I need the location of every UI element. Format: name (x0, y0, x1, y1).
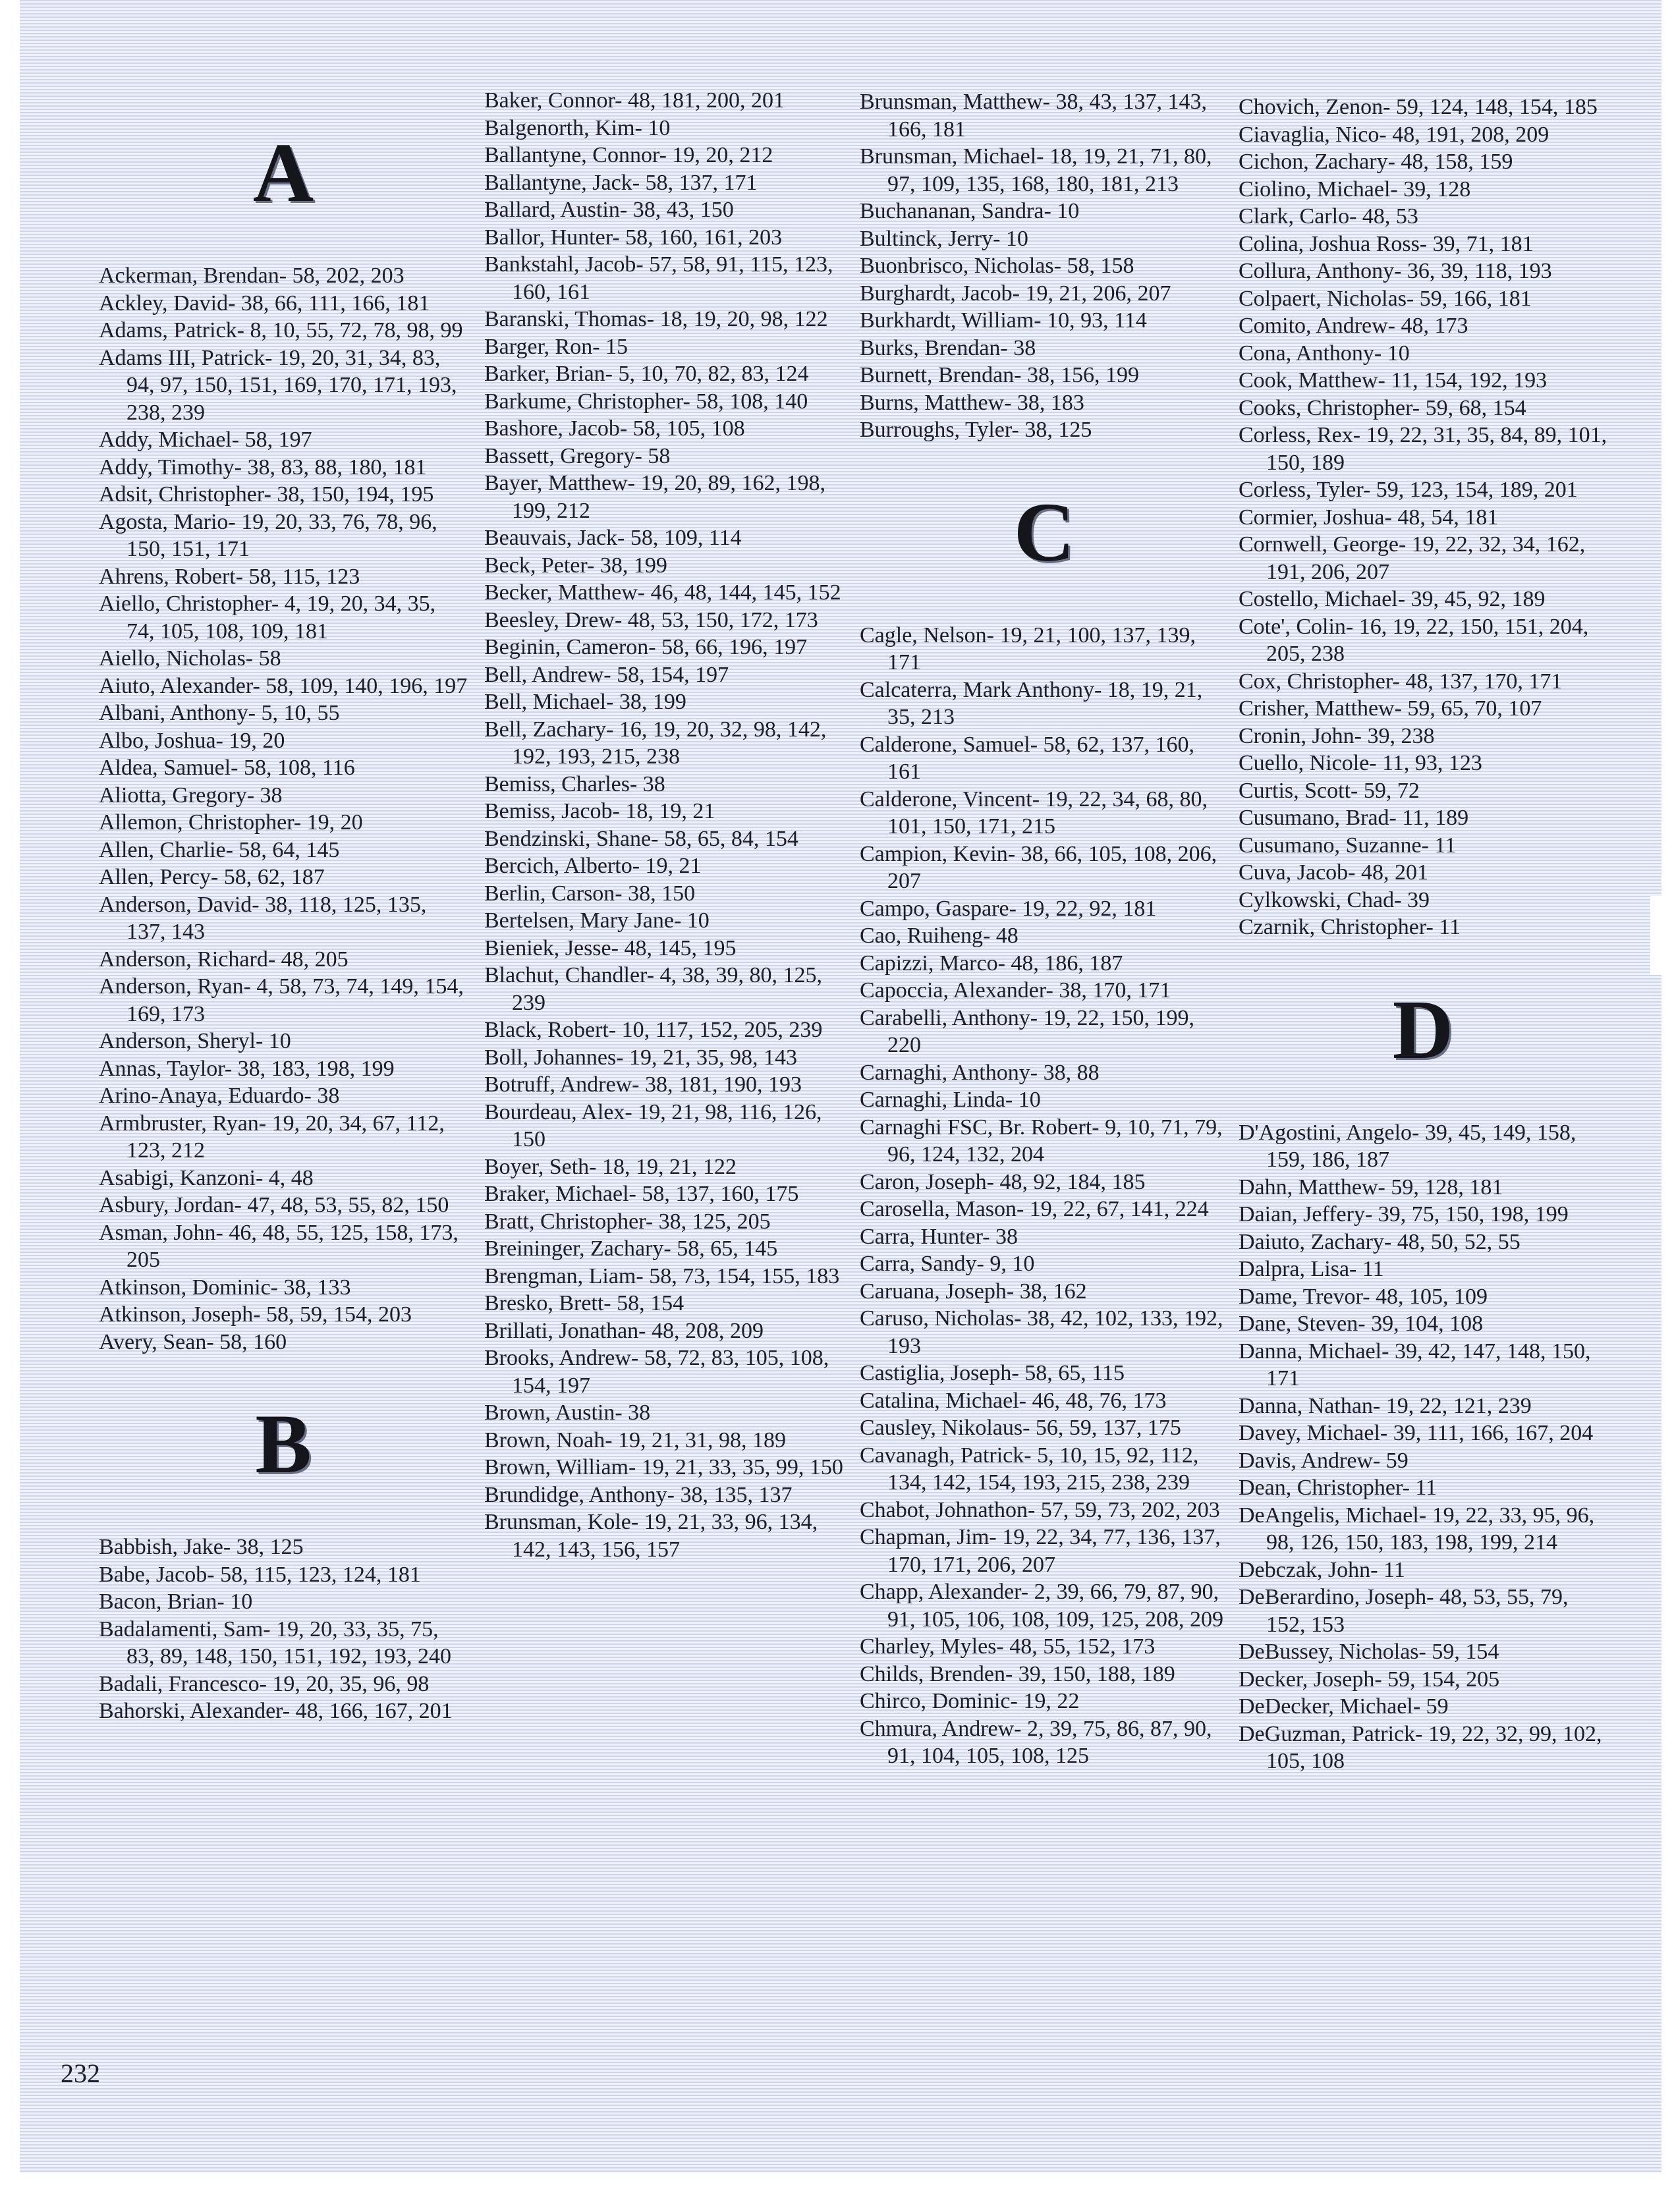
index-entry: Babe, Jacob- 58, 115, 123, 124, 181 (99, 1562, 421, 1587)
index-entry: DeDecker, Michael- 59 (1239, 1694, 1449, 1719)
index-entry: Buchananan, Sandra- 10 (860, 199, 1080, 223)
index-entry: Badali, Francesco- 19, 20, 35, 96, 98 (99, 1671, 430, 1696)
index-entry: Capizzi, Marco- 48, 186, 187 (860, 951, 1123, 976)
index-entry: Asabigi, Kanzoni- 4, 48 (99, 1165, 314, 1190)
index-entry: Aiello, Nicholas- 58 (99, 646, 281, 671)
index-entry: Cichon, Zachary- 48, 158, 159 (1239, 150, 1513, 174)
index-entry: Chabot, Johnathon- 57, 59, 73, 202, 203 (860, 1497, 1220, 1522)
index-entry: Aiello, Christopher- 4, 19, 20, 34, 35, 74, 105, 108, 109, 181 (99, 592, 436, 644)
index-entry: Cronin, John- 39, 238 (1239, 723, 1435, 748)
index-entry: Cox, Christopher- 48, 137, 170, 171 (1239, 669, 1563, 694)
index-entry: Braker, Michael- 58, 137, 160, 175 (484, 1182, 799, 1206)
index-entry: Allen, Percy- 58, 62, 187 (99, 865, 325, 889)
index-entry: Carosella, Mason- 19, 22, 67, 141, 224 (860, 1197, 1209, 1221)
index-entry: Armbruster, Ryan- 19, 20, 34, 67, 112, 123, 212 (99, 1111, 445, 1163)
index-entry: Ciavaglia, Nico- 48, 191, 208, 209 (1239, 122, 1549, 147)
index-entry: Dahn, Matthew- 59, 128, 181 (1239, 1175, 1503, 1200)
index-entry: Carabelli, Anthony- 19, 22, 150, 199, 220 (860, 1005, 1195, 1057)
index-entry: Bemiss, Charles- 38 (484, 771, 665, 796)
index-entry: Cooks, Christopher- 59, 68, 154 (1239, 395, 1526, 420)
index-entry: Agosta, Mario- 19, 20, 33, 76, 78, 96, 150, 151, 171 (99, 509, 437, 561)
index-entry: Adsit, Christopher- 38, 150, 194, 195 (99, 482, 434, 507)
index-entry: Ballard, Austin- 38, 43, 150 (484, 198, 734, 222)
index-entry: Collura, Anthony- 36, 39, 118, 193 (1239, 259, 1552, 283)
index-entry: Cusumano, Brad- 11, 189 (1239, 806, 1469, 830)
index-entry: Anderson, Richard- 48, 205 (99, 947, 349, 972)
section-letter-c: C (1013, 485, 1075, 579)
index-entry: Bacon, Brian- 10 (99, 1590, 253, 1614)
index-entry: Chapp, Alexander- 2, 39, 66, 79, 87, 90, 91, 105, 106, 108, 109, 125, 208, 209 (860, 1580, 1223, 1632)
index-entry: Aliotta, Gregory- 38 (99, 783, 283, 808)
index-entry: Ballor, Hunter- 58, 160, 161, 203 (484, 225, 783, 250)
index-entry: Bassett, Gregory- 58 (484, 443, 671, 468)
index-entry: Becker, Matthew- 46, 48, 144, 145, 152 (484, 580, 841, 605)
index-entry: Chmura, Andrew- 2, 39, 75, 86, 87, 90, 91, 104, 105, 108, 125 (860, 1716, 1212, 1768)
index-entry: Anderson, David- 38, 118, 125, 135, 137, 143 (99, 892, 427, 944)
index-entry: Bayer, Matthew- 19, 20, 89, 162, 198, 199, 212 (484, 471, 826, 523)
index-entry: Cusumano, Suzanne- 11 (1239, 833, 1457, 858)
index-entry: Debczak, John- 11 (1239, 1557, 1405, 1582)
index-entry: Asbury, Jordan- 47, 48, 53, 55, 82, 150 (99, 1193, 449, 1217)
index-entry: Chapman, Jim- 19, 22, 34, 77, 136, 137, 170, 171, 206, 207 (860, 1525, 1221, 1577)
index-entry: Boyer, Seth- 18, 19, 21, 122 (484, 1154, 737, 1179)
index-entry: Avery, Sean- 58, 160 (99, 1329, 287, 1354)
index-entry: Carnaghi, Anthony- 38, 88 (860, 1060, 1100, 1085)
index-entry: Comito, Andrew- 48, 173 (1239, 314, 1468, 338)
index-entry: Caruso, Nicholas- 38, 42, 102, 133, 192, 193 (860, 1306, 1223, 1358)
index-entry: Brunsman, Michael- 18, 19, 21, 71, 80, 97, 109, 135, 168, 180, 181, 213 (860, 144, 1212, 196)
index-entry: Addy, Michael- 58, 197 (99, 428, 312, 452)
section-letter-b: B (255, 1397, 312, 1491)
index-entry: Corless, Tyler- 59, 123, 154, 189, 201 (1239, 478, 1578, 502)
index-entry: Dean, Christopher- 11 (1239, 1476, 1437, 1500)
index-entry: Cylkowski, Chad- 39 (1239, 887, 1430, 912)
index-entry: Burks, Brendan- 38 (860, 335, 1036, 360)
index-entry: Calcaterra, Mark Anthony- 18, 19, 21, 35, 213 (860, 677, 1203, 729)
index-entry: Caruana, Joseph- 38, 162 (860, 1279, 1087, 1304)
index-entry: Bieniek, Jesse- 48, 145, 195 (484, 935, 737, 960)
index-entry: Allen, Charlie- 58, 64, 145 (99, 837, 340, 862)
index-entry: Capoccia, Alexander- 38, 170, 171 (860, 978, 1171, 1003)
index-entry: Burghardt, Jacob- 19, 21, 206, 207 (860, 281, 1171, 306)
index-entry: DeAngelis, Michael- 19, 22, 33, 95, 96, 98, 126, 150, 183, 198, 199, 214 (1239, 1503, 1595, 1555)
index-entry: Davis, Andrew- 59 (1239, 1448, 1409, 1473)
index-entry: Aldea, Samuel- 58, 108, 116 (99, 756, 355, 780)
index-entry: Carra, Sandy- 9, 10 (860, 1252, 1035, 1276)
page-number: 232 (61, 2059, 100, 2088)
index-entry: Charley, Myles- 48, 55, 152, 173 (860, 1634, 1156, 1659)
index-entry: Carnaghi, Linda- 10 (860, 1088, 1041, 1112)
index-entry: Cuello, Nicole- 11, 93, 123 (1239, 751, 1482, 775)
index-entry: Beginin, Cameron- 58, 66, 196, 197 (484, 635, 808, 659)
index-entry: Costello, Michael- 39, 45, 92, 189 (1239, 587, 1546, 611)
index-entry: Arino-Anaya, Eduardo- 38 (99, 1084, 340, 1108)
index-entry: Bertelsen, Mary Jane- 10 (484, 908, 710, 933)
index-entry: Ciolino, Michael- 39, 128 (1239, 177, 1471, 202)
index-entry: Atkinson, Dominic- 38, 133 (99, 1275, 351, 1300)
index-entry: Causley, Nikolaus- 56, 59, 137, 175 (860, 1416, 1181, 1440)
index-entry: Cuva, Jacob- 48, 201 (1239, 860, 1429, 885)
index-entry: Childs, Brenden- 39, 150, 188, 189 (860, 1661, 1175, 1686)
index-entry: Dame, Trevor- 48, 105, 109 (1239, 1284, 1488, 1309)
index-entry: Cormier, Joshua- 48, 54, 181 (1239, 505, 1499, 530)
index-entry: Barger, Ron- 15 (484, 334, 628, 359)
index-entry: Albo, Joshua- 19, 20 (99, 728, 285, 753)
index-entry: Cote', Colin- 16, 19, 22, 150, 151, 204, 205, 238 (1239, 614, 1589, 666)
index-entry: Bemiss, Jacob- 18, 19, 21 (484, 799, 715, 823)
index-entry: Anderson, Ryan- 4, 58, 73, 74, 149, 154, 169, 173 (99, 974, 464, 1026)
index-entry: Cook, Matthew- 11, 154, 192, 193 (1239, 368, 1548, 393)
index-entry: Bratt, Christopher- 38, 125, 205 (484, 1209, 771, 1234)
index-entry: Bresko, Brett- 58, 154 (484, 1291, 684, 1315)
index-entry: Cavanagh, Patrick- 5, 10, 15, 92, 112, 134, 142, 154, 193, 215, 238, 239 (860, 1443, 1199, 1495)
index-entry: Brown, Austin- 38 (484, 1400, 651, 1425)
index-entry: Albani, Anthony- 5, 10, 55 (99, 701, 340, 725)
index-entry: Colina, Joshua Ross- 39, 71, 181 (1239, 231, 1534, 256)
index-entry: Asman, John- 46, 48, 55, 125, 158, 173, 205 (99, 1220, 459, 1272)
index-entry: Decker, Joseph- 59, 154, 205 (1239, 1667, 1500, 1692)
bottom-margin (0, 2172, 1674, 2212)
index-entry: Dalpra, Lisa- 11 (1239, 1257, 1384, 1281)
index-entry: Berlin, Carson- 38, 150 (484, 881, 696, 906)
index-entry: Brengman, Liam- 58, 73, 154, 155, 183 (484, 1263, 840, 1288)
index-entry: Calderone, Vincent- 19, 22, 34, 68, 80, 101, 150, 171, 215 (860, 787, 1208, 839)
index-entry: Catalina, Michael- 46, 48, 76, 173 (860, 1388, 1167, 1413)
index-entry: Addy, Timothy- 38, 83, 88, 180, 181 (99, 455, 427, 480)
index-entry: Danna, Michael- 39, 42, 147, 148, 150, 171 (1239, 1339, 1591, 1391)
index-entry: Beck, Peter- 38, 199 (484, 553, 667, 578)
index-entry: D'Agostini, Angelo- 39, 45, 149, 158, 159, 186, 187 (1239, 1120, 1576, 1172)
index-column-2 (484, 87, 853, 1563)
index-entry: Bell, Zachary- 16, 19, 20, 32, 98, 142, 192, 193, 215, 238 (484, 717, 827, 769)
index-entry: Badalamenti, Sam- 19, 20, 33, 35, 75, 83, 89, 148, 150, 151, 192, 193, 240 (99, 1617, 451, 1669)
index-entry: Czarnik, Christopher- 11 (1239, 915, 1461, 939)
index-column-3 (860, 88, 1229, 1770)
index-entry: Caron, Joseph- 48, 92, 184, 185 (860, 1169, 1146, 1194)
index-entry: Cao, Ruiheng- 48 (860, 924, 1018, 948)
index-entry: Babbish, Jake- 38, 125 (99, 1535, 304, 1559)
index-entry: Black, Robert- 10, 117, 152, 205, 239 (484, 1018, 823, 1042)
index-entry: Adams III, Patrick- 19, 20, 31, 34, 83, 94, 97, 150, 151, 169, 170, 171, 193, 238, 239 (99, 345, 457, 425)
index-entry: Breininger, Zachary- 58, 65, 145 (484, 1236, 778, 1261)
index-entry: Daiuto, Zachary- 48, 50, 52, 55 (1239, 1229, 1521, 1254)
section-letter-a: A (252, 126, 314, 220)
index-entry: Blachut, Chandler- 4, 38, 39, 80, 125, 239 (484, 963, 823, 1015)
index-entry: Chirco, Dominic- 19, 22 (860, 1689, 1080, 1713)
index-entry: Bahorski, Alexander- 48, 166, 167, 201 (99, 1699, 453, 1723)
index-entry: Bashore, Jacob- 58, 105, 108 (484, 416, 745, 441)
index-entry: Adams, Patrick- 8, 10, 55, 72, 78, 98, 99 (99, 318, 463, 343)
index-entry: Beesley, Drew- 48, 53, 150, 172, 173 (484, 607, 818, 632)
index-entry: Barker, Brian- 5, 10, 70, 82, 83, 124 (484, 362, 809, 386)
index-entry: Aiuto, Alexander- 58, 109, 140, 196, 197 (99, 673, 468, 698)
index-entry: Boll, Johannes- 19, 21, 35, 98, 143 (484, 1045, 798, 1070)
index-entry: Ballantyne, Jack- 58, 137, 171 (484, 170, 758, 195)
index-entry: Brooks, Andrew- 58, 72, 83, 105, 108, 154, 197 (484, 1346, 829, 1398)
index-entry: Daian, Jeffery- 39, 75, 150, 198, 199 (1239, 1202, 1569, 1227)
index-entry: Barkume, Christopher- 58, 108, 140 (484, 389, 808, 414)
index-entry: Botruff, Andrew- 38, 181, 190, 193 (484, 1072, 802, 1097)
index-entry: Bercich, Alberto- 19, 21 (484, 854, 702, 878)
section-letter-d: D (1392, 982, 1454, 1076)
index-entry: Clark, Carlo- 48, 53 (1239, 204, 1418, 229)
index-entry: Brundidge, Anthony- 38, 135, 137 (484, 1482, 793, 1507)
index-entry: Bultinck, Jerry- 10 (860, 226, 1028, 251)
index-entry: Ackerman, Brendan- 58, 202, 203 (99, 263, 405, 288)
index-entry: Chovich, Zenon- 59, 124, 148, 154, 185 (1239, 95, 1598, 119)
index-entry: Burkhardt, William- 10, 93, 114 (860, 308, 1147, 333)
index-column-4 (1239, 94, 1607, 1775)
index-entry: Corless, Rex- 19, 22, 31, 35, 84, 89, 101, 150, 189 (1239, 423, 1607, 475)
index-entry: Baranski, Thomas- 18, 19, 20, 98, 122 (484, 307, 828, 331)
index-entry: Ackley, David- 38, 66, 111, 166, 181 (99, 290, 430, 316)
index-entry: Burnett, Brendan- 38, 156, 199 (860, 363, 1139, 387)
index-entry: DeBussey, Nicholas- 59, 154 (1239, 1640, 1499, 1664)
index-entry: Beauvais, Jack- 58, 109, 114 (484, 526, 742, 550)
index-entry: Annas, Taylor- 38, 183, 198, 199 (99, 1056, 395, 1081)
index-entry: Dane, Steven- 39, 104, 108 (1239, 1312, 1484, 1336)
index-entry: Bell, Andrew- 58, 154, 197 (484, 662, 729, 687)
index-entry: Danna, Nathan- 19, 22, 121, 239 (1239, 1393, 1532, 1418)
index-entry: Brillati, Jonathan- 48, 208, 209 (484, 1318, 764, 1343)
index-entry: Cagle, Nelson- 19, 21, 100, 137, 139, 171 (860, 622, 1196, 675)
index-entry: Atkinson, Joseph- 58, 59, 154, 203 (99, 1302, 412, 1327)
index-entry: Brown, Noah- 19, 21, 31, 98, 189 (484, 1427, 787, 1452)
index-entry: Davey, Michael- 39, 111, 166, 167, 204 (1239, 1421, 1594, 1445)
index-entry: Bourdeau, Alex- 19, 21, 98, 116, 126, 150 (484, 1099, 822, 1151)
index-entry: Carra, Hunter- 38 (860, 1224, 1018, 1249)
index-entry: Campo, Gaspare- 19, 22, 92, 181 (860, 896, 1157, 921)
index-entry: Colpaert, Nicholas- 59, 166, 181 (1239, 286, 1532, 311)
index-entry: Burns, Matthew- 38, 183 (860, 390, 1084, 415)
index-entry: Castiglia, Joseph- 58, 65, 115 (860, 1361, 1125, 1385)
index-entry: Carnaghi FSC, Br. Robert- 9, 10, 71, 79, 96, 124, 132, 204 (860, 1115, 1223, 1167)
index-entry: Ballantyne, Connor- 19, 20, 212 (484, 143, 773, 167)
index-column-1 (99, 84, 468, 1725)
index-entry: Brown, William- 19, 21, 33, 35, 99, 150 (484, 1455, 843, 1479)
index-entry: Cornwell, George- 19, 22, 32, 34, 162, 191, 206, 207 (1239, 532, 1586, 584)
index-entry: Anderson, Sheryl- 10 (99, 1029, 291, 1053)
index-entry: Baker, Connor- 48, 181, 200, 201 (484, 88, 785, 113)
index-entry: DeBerardino, Joseph- 48, 53, 55, 79, 152, 153 (1239, 1585, 1569, 1637)
index-entry: DeGuzman, Patrick- 19, 22, 32, 99, 102, 105, 108 (1239, 1721, 1602, 1773)
torn-edge (1650, 896, 1674, 975)
index-entry: Allemon, Christopher- 19, 20 (99, 810, 363, 835)
index-entry: Burroughs, Tyler- 38, 125 (860, 418, 1092, 442)
index-entry: Bankstahl, Jacob- 57, 58, 91, 115, 123, 160, 161 (484, 252, 833, 304)
index-entry: Bendzinski, Shane- 58, 65, 84, 154 (484, 826, 798, 851)
index-entry: Bell, Michael- 38, 199 (484, 690, 686, 714)
index-entry: Calderone, Samuel- 58, 62, 137, 160, 161 (860, 732, 1195, 784)
index-entry: Crisher, Matthew- 59, 65, 70, 107 (1239, 696, 1542, 721)
index-entry: Brunsman, Kole- 19, 21, 33, 96, 134, 142, 143, 156, 157 (484, 1510, 818, 1562)
index-entry: Balgenorth, Kim- 10 (484, 115, 671, 140)
index-entry: Buonbrisco, Nicholas- 58, 158 (860, 254, 1134, 278)
index-entry: Cona, Anthony- 10 (1239, 341, 1410, 366)
index-entry: Brunsman, Matthew- 38, 43, 137, 143, 166, 181 (860, 90, 1207, 142)
index-entry: Campion, Kevin- 38, 66, 105, 108, 206, 207 (860, 841, 1217, 893)
index-entry: Ahrens, Robert- 58, 115, 123 (99, 564, 360, 589)
index-entry: Curtis, Scott- 59, 72 (1239, 778, 1420, 803)
